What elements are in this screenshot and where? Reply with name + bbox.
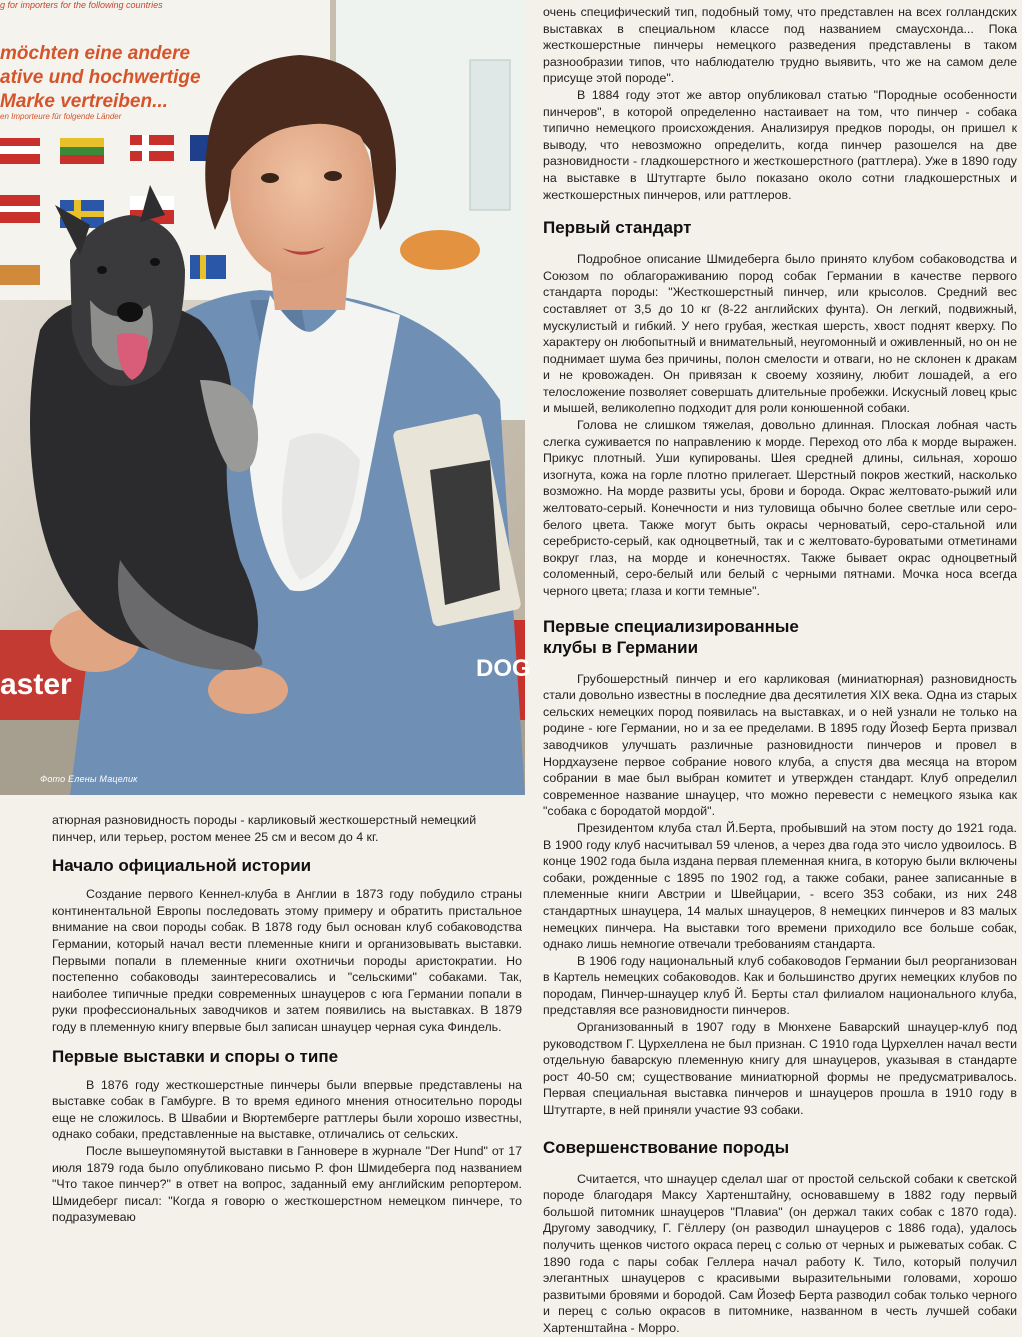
body-paragraph: Голова не слишком тяжелая, довольно длинная. Плоская лобная часть слегка суживается по направлению к морде. Переход ото лба к морде выражен. Прикус плотный. Уши купированы. Шея средней длины, сильная, хорошо изогнута, кожа на горле плотно прилегает. Шерстный покров жесткий, насколько возможно. На морде развиты усы, брови и борода. Окрас желтовато-рыжий или желтовато-серый. Конечности и низ туловища обычно более светлые или серо-белого цвета. Также могут быть окрасы черноватый, серо-стальной или серебристо-серый, как одноцветный, так и с желтовато-буроватыми отметинами вокруг глаз, на морде и конечностях. Также бывает окрас одноцветный соломенный, серо-белый или белый с черными пятнами. Мочка носа всегда черного цвета; глаза и когти темные".: [543, 418, 1017, 598]
body-paragraph: Подробное описание Шмидеберга было принято клубом собаководства и Союзом по облагораживанию пород собак Германии в качестве первого стандарта породы: "Жесткошерстный пинчер, или крысолов. Средний вес составляет от 3,5 до 10 кг (8-22 английских фунта). Он легкий, подвижный, мускулистый и гибкий. У него грубая, жесткая шерсть, хвост поднят кверху. По характеру он любопытный и внимательный, неугомонный и оживленный, но он не поднимает шума без причины, полон смелости и отваги, но не склонен к дракам и не кровожаден. Он привязан к своему хозяину, любит лошадей, а его телосложение позволяет совершать длительные пробежки. Искусный ловец крыс и мышей, великолепно подходит для роли конюшенной собаки.: [543, 252, 1017, 416]
left-column: [52, 812, 522, 1226]
section-heading: Первые выставки и споры о типе: [52, 1046, 339, 1066]
banner-line: ative und hochwertige: [0, 67, 201, 88]
section-heading: Первый стандарт: [543, 218, 692, 238]
photo-credit: Фото Елены Мацелик: [40, 774, 138, 784]
body-paragraph: очень специфический тип, подобный тому, что представлен на всех голландских выставках в специальном классе под названием смаусхонда... Пока жесткошерстные пинчеры немецкого разведения представлены в таком разнообразии типов, что наблюдателю трудно выявить, что же на самом деле присуще этой породе".: [543, 5, 1017, 86]
article-photo: [0, 0, 531, 795]
heading-line: клубы в Германии: [543, 637, 699, 657]
body-paragraph: После вышеупомянутой выставки в Ганновере в журнале "Der Hund" от 17 июля 1879 года было опубликовано письмо Р. фон Шмидеберга под названием "Что такое пинчер?" в ответ на вопрос, заданный ему английским репортером. Шмидеберг писал: "Когда я говорю о жесткошерстном немецком пинчере, то подразумеваю: [52, 1143, 522, 1225]
section-heading: [543, 616, 1017, 658]
body-paragraph: Создание первого Кеннел-клуба в Англии в 1873 году побудило страны континентальной Европы последовать этому примеру и обратить пристальное внимание на свои породы собак. В 1878 году был основан клуб собаководства Германии, который начал вести племенные книги и организовывать выставки. Первыми попали в племенные книги охотничьи породы аристократии. Но постепенно собаководы заинтересовались и "сельскими" собаками. Так, наиболее типичные предки современных шнауцеров с юга Германии попали в руки профессиональных заводчиков и затем появились на выставках. В 1879 году в племенную книгу впервые был записан шнауцер черная сука Финдель.: [52, 887, 522, 1034]
body-paragraph: Президентом клуба стал Й.Берта, пробывший на этом посту до 1921 года. В 1900 году клуб насчитывал 59 членов, а через два года это число удвоилось. В конце 1902 года была издана первая племенная книга, в которую были включены собаки, рожденные с 1895 по 1902 год, а также собаки, ранее записанные в племенные книги Австрии и Швейцарии, - всего 353 собаки, из них 248 стандартных шнауцера, 14 малых шнауцеров, 8 немецких пинчеров и 83 малых немецких пинчера. На выставки того времени приходило все больше собак, однако лишь немногие отвечали требованиям стандарта.: [543, 820, 1017, 952]
continuation-paragraph: атюрная разновидность породы - карликовый жесткошерстный немецкий пинчер, или терьер, ростом менее 25 см и весом до 4 кг.: [52, 813, 477, 844]
section-heading: Совершенствование породы: [543, 1137, 790, 1157]
banner-line: Marke vertreiben...: [0, 91, 168, 112]
booth-banner: [0, 42, 270, 114]
right-column: [543, 4, 1017, 1337]
body-paragraph: В 1876 году жесткошерстные пинчеры были впервые представлены на выставке собак в Гамбурге. В то время единого мнения относительно породы еще не сложилось. В Швабии и Вюртемберге раттлеры были хорошо известны, однако собаки, представленные на выставке, отличались от сельских.: [52, 1077, 522, 1142]
body-paragraph: Считается, что шнауцер сделал шаг от простой сельской собаки к светской породе благодаря Максу Хартенштайну, основавшему в 1882 году первый большой питомник шнауцеров "Плавиа" (он держал таких собак с 1870 года). Другому заводчику, Г. Гёллеру (он разводил шнауцеров с 1886 года), удалось получить щенков чистого окраса перец с солью от черных и рыжеватых собак. С 1890 года с пары собак Геллера начал работу К. Тило, который получил элегантных шнауцеров с красивыми выразительными головами, хорошо развитыми бровями и бородой. Сам Йозеф Берта разводил собак только черного и перец с солью окрасов в питомнике, названном в честь лучшей собаки Хартенштайна - Морро.: [543, 1171, 1017, 1335]
booth-sign-right: DOG: [476, 655, 531, 682]
section-heading: Начало официальной истории: [52, 856, 312, 876]
banner-line: möchten eine andere: [0, 43, 191, 64]
banner-small-text: en Importeure für folgende Länder: [0, 112, 122, 121]
booth-sign-left: aster: [0, 668, 72, 701]
body-paragraph: В 1906 году национальный клуб собаководов Германии был реорганизован в Картель немецких собаководов. Как и большинство других немецких клубов по породам, Пинчер-шнауцер клуб Й. Берты стал филиалом национального клуба, представляя все разновидности пинчеров.: [543, 953, 1017, 1018]
banner-top-text: g for importers for the following countries: [0, 0, 163, 10]
heading-line: Первые специализированные: [543, 616, 799, 636]
body-paragraph: Грубошерстный пинчер и его карликовая (миниатюрная) разновидность стали довольно известны в последние два десятилетия XIX века. Одна из старых сельских немецких пород появилась на выставках, и о ней узнали не только на родине - юге Германии, но и за ее пределами. В 1895 году Йозеф Берта призвал заводчиков улучшать различные разновидности пинчеров и провел в Нордхаузене первое собрание нового клуба, а спустя два месяца на втором собрании в мае был выбран комитет и утвержден стандарт. Клуб определил современное название шнауцер, что можно перевести с немецкого языка как "собака с бородатой мордой".: [543, 671, 1017, 819]
body-paragraph: В 1884 году этот же автор опубликовал статью "Породные особенности пинчеров", в которой определенно настаивает на том, что пинчер - собака типично немецкого происхождения. Анализируя предков породы, он пришел к выводу, что невозможно определить, когда пинчер разошелся на две разновидности - гладкошерстного и жесткошерстного (раттлера). Уже в 1890 году на выставке в Штутгарте было показано около сотни гладкошерстных и жесткошерстных пинчеров, или раттлеров.: [543, 87, 1017, 202]
body-paragraph: Организованный в 1907 году в Мюнхене Баварский шнауцер-клуб под руководством Г. Цурхеллена не был признан. С 1910 года Цурхеллен начал вести отдельную баварскую племенную книгу для шнауцеров, указывая в стандарте рост 40-50 см; существование миниатюрной формы не предусматривалось. Первая специальная выставка пинчеров и шнауцеров прошла в 1910 году в Штутгарте, в ней приняли участие 93 собаки.: [543, 1020, 1017, 1118]
